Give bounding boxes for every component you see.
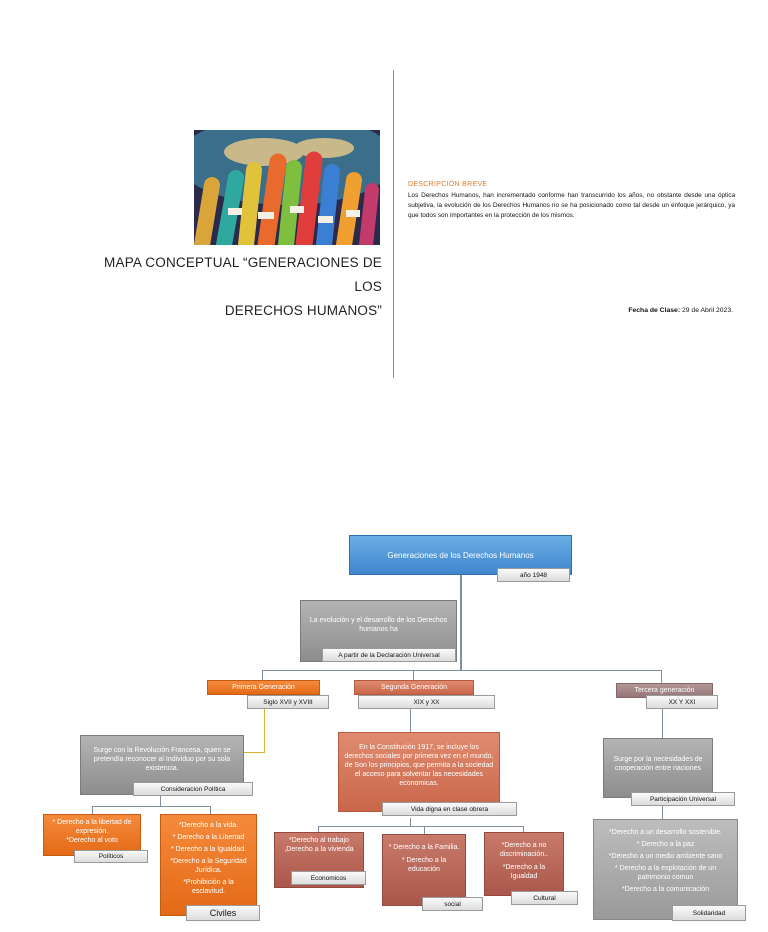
civiles-item: *Prohibición a la esclavitud. — [183, 879, 234, 895]
connector — [264, 708, 265, 752]
evolution-tag: A partir de la Declaración Universal — [322, 648, 456, 662]
class-date-value: 29 de Abril 2023. — [680, 307, 733, 314]
first-generation-node — [207, 680, 320, 695]
connector — [662, 708, 663, 738]
description-heading: DESCRIPCIÓN BREVE — [408, 181, 488, 188]
economicos-item: ,Derecho a la vivienda — [284, 846, 354, 853]
connector — [160, 796, 161, 806]
politicos-tag: Políticos — [74, 850, 148, 863]
class-date — [560, 307, 733, 314]
root-tag: año 1948 — [497, 568, 570, 582]
connector — [262, 670, 662, 671]
connector — [410, 708, 411, 732]
social-item: * Derecho a la educación — [401, 857, 447, 873]
civiles-item: *Derecho a la vida. — [178, 822, 239, 829]
first-generation-label: Primera Generación — [232, 684, 295, 691]
civiles-node — [160, 814, 257, 916]
vertical-divider — [393, 70, 394, 378]
first-generation-tag: Siglo XVII y XVIII — [247, 695, 329, 709]
third-generation-description — [603, 738, 713, 798]
title-line-1: MAPA CONCEPTUAL “GENERACIONES DE LOS — [104, 255, 382, 294]
cultural-item: *Derecho a no discriminación.. — [499, 842, 549, 858]
first-generation-desc-text: Surge con la Revolución Francesa, quien se pretendía reconocer al Individuo por su sola existencia. — [93, 747, 231, 772]
first-generation-desc-tag: Consideracion Política — [133, 782, 253, 796]
connector — [424, 826, 425, 834]
root-label: Generaciones de los Derechos Humanos — [387, 550, 534, 560]
politicos-item: *Derecho al voto — [66, 837, 118, 844]
connector — [410, 818, 411, 826]
connector — [661, 670, 662, 684]
third-generation-desc-tag: Participación Universal — [631, 792, 735, 806]
solidaridad-item: * Derecho a la explotación de un patrimonio comun — [614, 865, 717, 881]
second-generation-tag: XIX y XX — [358, 695, 495, 709]
third-generation-tag: XX Y XXI — [646, 695, 718, 709]
social-item: * Derecho a la Familia. — [388, 844, 460, 851]
connector — [413, 670, 414, 680]
class-date-label: Fecha de Clase: — [628, 307, 681, 314]
economicos-tag: Economicos — [291, 871, 366, 885]
connector — [318, 826, 524, 827]
economicos-item: *Derecho al trabajo — [289, 837, 349, 844]
civiles-item: *Derecho a la Seguridad Jurídica. — [170, 858, 247, 874]
solidaridad-item: *Derecho a la comunicación — [621, 886, 710, 893]
cultural-item: *Derecho a la Igualdad — [502, 864, 546, 880]
civiles-item: * Derecho a la Igualdad. — [170, 846, 247, 853]
title-line-2: DERECHOS HUMANOS” — [224, 303, 382, 318]
solidaridad-item: *Derecho a un medio ambiente sano — [608, 853, 723, 860]
second-generation-label: Segunda Generación — [380, 684, 448, 691]
raised-hands-icon — [194, 130, 380, 245]
document-title — [90, 251, 382, 323]
second-generation-desc-text: En la Constitución 1917, se incluye los derechos sociales por primera vez en el mundo, de Son los principios, que permita a la sociedad el acceso para solventar las necesidades economicas. — [344, 744, 494, 787]
second-generation-desc-tag: Vida digna en clase obrera — [382, 802, 517, 816]
connector — [210, 806, 211, 814]
solidaridad-tag: Solidaridad — [672, 905, 746, 921]
second-generation-node — [354, 680, 474, 695]
description-text: Los Derechos Humanos, han incrementado conforme han transcurrido los años, no obstante desde una óptica subjetiva, la evolución de los Derechos Humanos no se ha posicionado como tal desde un enfoque jerárquico, ya que todos son importantes en la protección de los mismos. — [408, 192, 735, 219]
social-tag: social — [422, 897, 483, 911]
third-generation-label: Tercera generación — [634, 687, 695, 694]
connector — [662, 805, 663, 819]
connector — [92, 806, 210, 807]
cover-illustration — [194, 130, 380, 245]
cultural-node — [484, 832, 564, 896]
third-generation-desc-text: Surge por la necesidades de cooperación entre naciones — [613, 755, 703, 772]
social-node — [382, 834, 466, 906]
connector — [262, 670, 263, 680]
politicos-item: * Derecho a la libertad de expresión. — [52, 819, 132, 835]
second-generation-description — [338, 732, 500, 812]
evolution-label: La evolución y el desarrollo de los Derechos humanos ha — [309, 616, 448, 633]
solidaridad-item: * Derecho a la paz — [636, 841, 695, 848]
cultural-tag: Cultural — [511, 891, 578, 905]
civiles-item: * Derecho a la Libertad — [172, 834, 245, 841]
civiles-tag: Civiles — [186, 905, 260, 921]
connector — [460, 575, 462, 671]
solidaridad-item: *Derecho a un desarrollo sostenible. — [609, 829, 722, 836]
connector — [92, 806, 93, 814]
